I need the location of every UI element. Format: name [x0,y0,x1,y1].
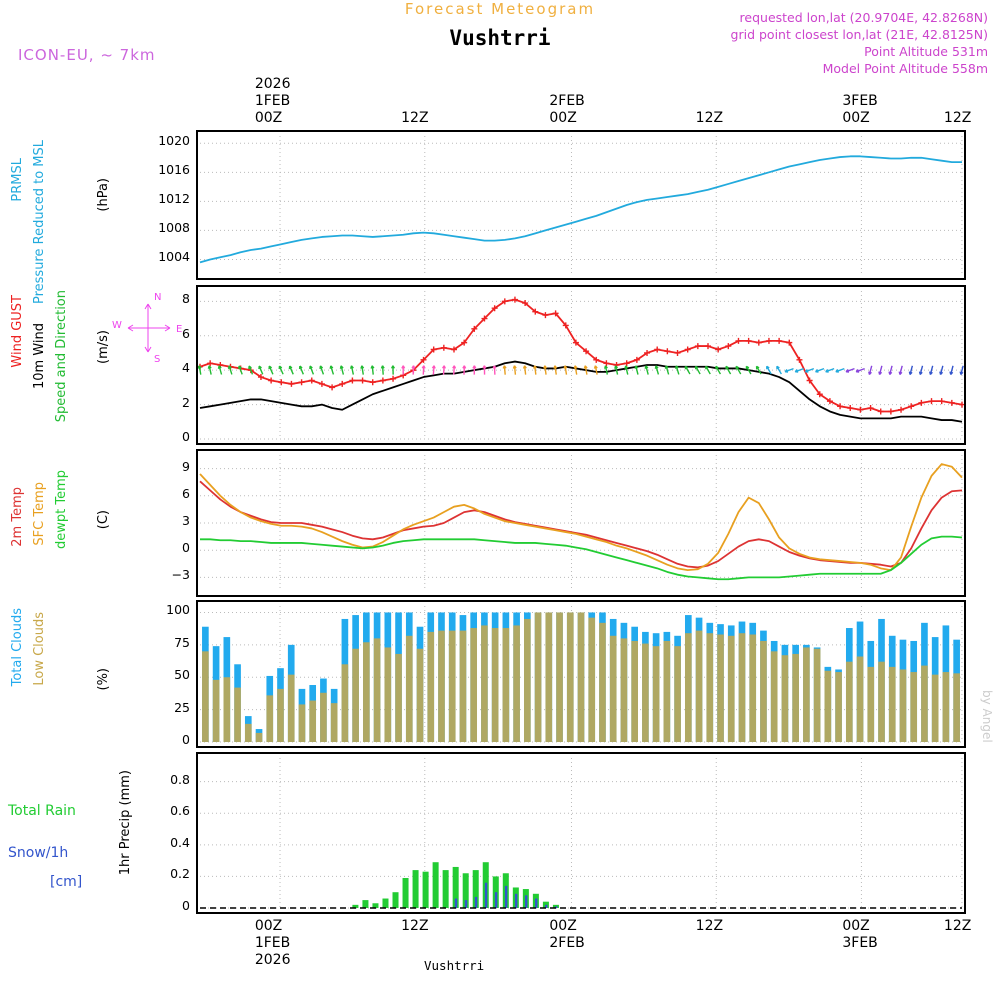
axis-time-tick: 00Z [842,918,870,934]
wind-compass-rose [110,288,190,368]
axis-year-label: 2026 [254,952,291,968]
model-label: ICON-EU, ~ 7km [18,46,156,64]
meta-model-altitude: Model Point Altitude 558m [822,61,988,76]
watermark: by Angel [980,690,994,743]
panel-prmsl [196,130,966,280]
axis-time-tick: 00Z [254,918,283,934]
panel-wind-label-gust: Wind GUST [10,295,25,368]
panel-wind-canvas [198,287,964,443]
meta-requested-lonlat: requested lon,lat (20.9704E, 42.8268N) [739,10,988,25]
axis-y-tick: 0.4 [170,834,190,850]
panel-wind-label-10m: 10m Wind [32,323,47,390]
svg-text:S: S [154,354,161,365]
axis-time-tick: 12Z [401,918,429,934]
svg-text:N: N [154,292,162,303]
axis-time-tick: 12Z [943,918,972,934]
axis-day-label: 3FEB [842,93,878,109]
axis-y-tick: 1016 [158,162,190,178]
axis-y-tick: 0 [182,540,190,556]
axis-day-label: 2FEB [549,935,585,951]
axis-y-tick: 0 [182,429,190,444]
svg-text:E: E [176,324,183,335]
axis-time-tick: 00Z [842,110,870,126]
panel-wind-ylabel: (m/s) [96,330,111,364]
axis-time-tick: 00Z [254,110,283,126]
axis-y-tick: 1020 [158,133,190,149]
axis-y-tick: 0.8 [170,771,190,787]
panel-prmsl-label-2: Pressure Reduced to MSL [32,140,47,305]
panel-prmsl-label-1: PRMSL [10,158,25,202]
panel-clouds-canvas [198,602,964,746]
axis-y-tick: 100 [166,602,190,618]
axis-time-tick: 12Z [695,918,724,934]
axis-time-tick: 12Z [401,110,429,126]
panel-clouds-label-low: Low Clouds [32,612,47,686]
axis-y-tick: −3 [171,567,190,583]
panel-precip-label-snow: Snow/1h [8,845,69,861]
axis-y-tick: 9 [182,458,190,474]
axis-y-tick: 8 [182,291,190,307]
axis-time-tick: 12Z [695,110,724,126]
axis-y-tick: 0 [182,732,190,747]
panel-temp-label-dewpt: dewpt Temp [54,470,69,550]
axis-year-label: 2026 [254,76,291,92]
axis-y-tick: 1012 [158,191,190,207]
panel-temp-canvas [198,451,964,595]
panel-temp-label-sfc: SFC Temp [32,482,47,546]
panel-precip-label-rain: Total Rain [8,803,76,819]
axis-y-tick: 1008 [158,220,190,236]
axis-y-tick: 6 [182,485,190,501]
panel-precip-ylabel: 1hr Precip (mm) [118,770,133,876]
panel-precip [196,752,966,914]
axis-time-tick: 12Z [943,110,972,126]
footer-station: Vushtrri [424,958,485,973]
axis-day-label: 1FEB [254,935,291,951]
axis-y-tick: 1004 [158,249,190,265]
axis-y-tick: 0.2 [170,866,190,882]
axis-y-tick: 2 [182,394,190,410]
axis-day-label: 2FEB [549,93,585,109]
panel-clouds-ylabel: (%) [96,668,111,691]
panel-wind-label-dir: Speed and Direction [54,290,69,423]
panel-temp-label-2m: 2m Temp [10,487,25,547]
panel-prmsl-ylabel: (hPa) [96,178,111,212]
panel-prmsl-canvas [198,132,964,278]
axis-y-tick: 0.6 [170,803,190,819]
axis-y-tick: 4 [182,360,190,376]
svg-text:W: W [112,320,122,331]
axis-y-tick: 50 [174,667,190,683]
panel-temp [196,449,966,597]
panel-clouds-label-total: Total Clouds [10,608,25,687]
panel-temp-ylabel: (C) [96,510,111,530]
axis-y-tick: 75 [174,634,190,650]
axis-y-tick: 0 [182,898,190,913]
meta-point-altitude: Point Altitude 531m [864,44,988,59]
axis-y-tick: 3 [182,513,190,528]
axis-time-tick: 00Z [549,918,577,934]
axis-time-tick: 00Z [549,110,577,126]
panel-wind [196,285,966,445]
axis-day-label: 3FEB [842,935,878,951]
axis-day-label: 1FEB [254,93,291,109]
panel-precip-canvas [198,754,964,912]
meta-gridpoint-lonlat: grid point closest lon,lat (21E, 42.8125N) [730,27,988,42]
panel-clouds [196,600,966,748]
axis-y-tick: 6 [182,325,190,341]
chart-title: Forecast Meteogram [404,0,596,18]
panel-precip-label-cm: [cm] [50,874,83,890]
axis-y-tick: 25 [174,699,190,715]
station-name: Vushtrri [449,26,551,50]
